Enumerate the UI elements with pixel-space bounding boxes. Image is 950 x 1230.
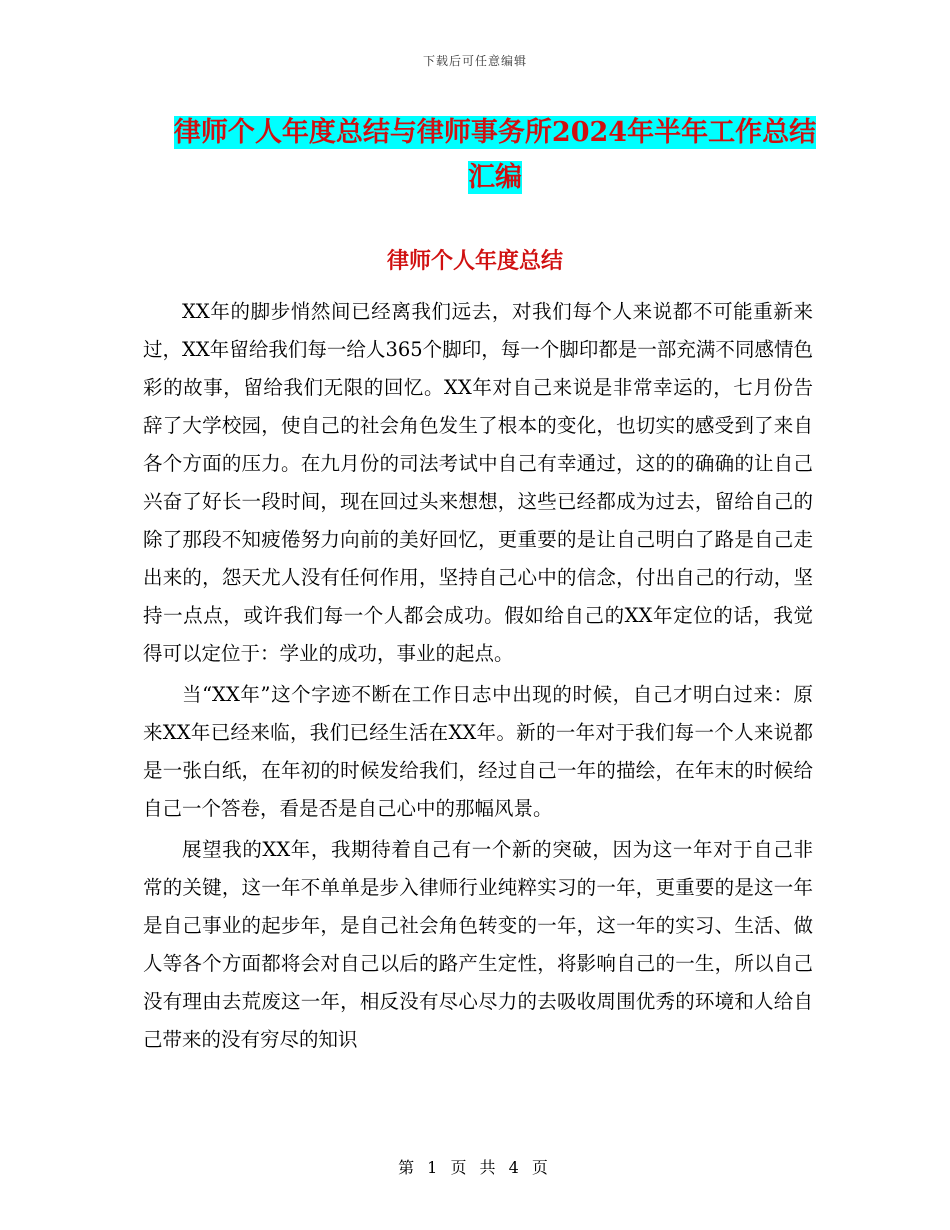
page-number: 第 1 页 共 4 页 xyxy=(398,1158,552,1177)
paragraph: 展望我的XX年，我期待着自己有一个新的突破，因为这一年对于自己非常的关键，这一年不单单是步入律师行业纯粹实习的一年，更重要的是这一年是自己事业的起步年，是自己社会角色转变的一年，这一年的实习、生活、做人等各个方面都将会对自己以后的路产生定性，将影响自己的一生，所以自己没有理由去荒废这一年，相反没有尽心尽力的去吸收周围优秀的环境和人给自己带来的没有穷尽的知识 xyxy=(143,838,813,1051)
header-note: 下载后可任意编辑 xyxy=(422,54,527,68)
document-title xyxy=(140,110,850,200)
document-title-line2: 汇编 xyxy=(468,162,522,193)
body-text xyxy=(143,293,813,1062)
section-title: 律师个人年度总结 xyxy=(386,248,563,274)
document-title-line1: 律师个人年度总结与律师事务所2024年半年工作总结 xyxy=(173,117,817,148)
paragraph: 当“XX年”这个字迹不断在工作日志中出现的时候，自己才明白过来：原来XX年已经来临，我们已经生活在XX年。新的一年对于我们每一个人来说都是一张白纸，在年初的时候发给我们，经过自己一年的描绘，在年末的时候给自己一个答卷，看是否是自己心中的那幅风景。 xyxy=(143,683,813,820)
paragraph: XX年的脚步悄然间已经离我们远去，对我们每个人来说都不可能重新来过，XX年留给我们每一给人365个脚印，每一个脚印都是一部充满不同感情色彩的故事，留给我们无限的回忆。XX年对自己来说是非常幸运的，七月份告辞了大学校园，使自己的社会角色发生了根本的变化，也切实的感受到了来自各个方面的压力。在九月份的司法考试中自己有幸通过，这的的确确的让自己兴奋了好长一段时间，现在回过头来想想，这些已经都成为过去，留给自己的除了那段不知疲倦努力向前的美好回忆，更重要的是让自己明白了路是自己走出来的，怨天尤人没有任何作用，坚持自己心中的信念，付出自己的行动，坚持一点点，或许我们每一个人都会成功。假如给自己的XX年定位的话，我觉得可以定位于：学业的成功，事业的起点。 xyxy=(143,300,813,665)
